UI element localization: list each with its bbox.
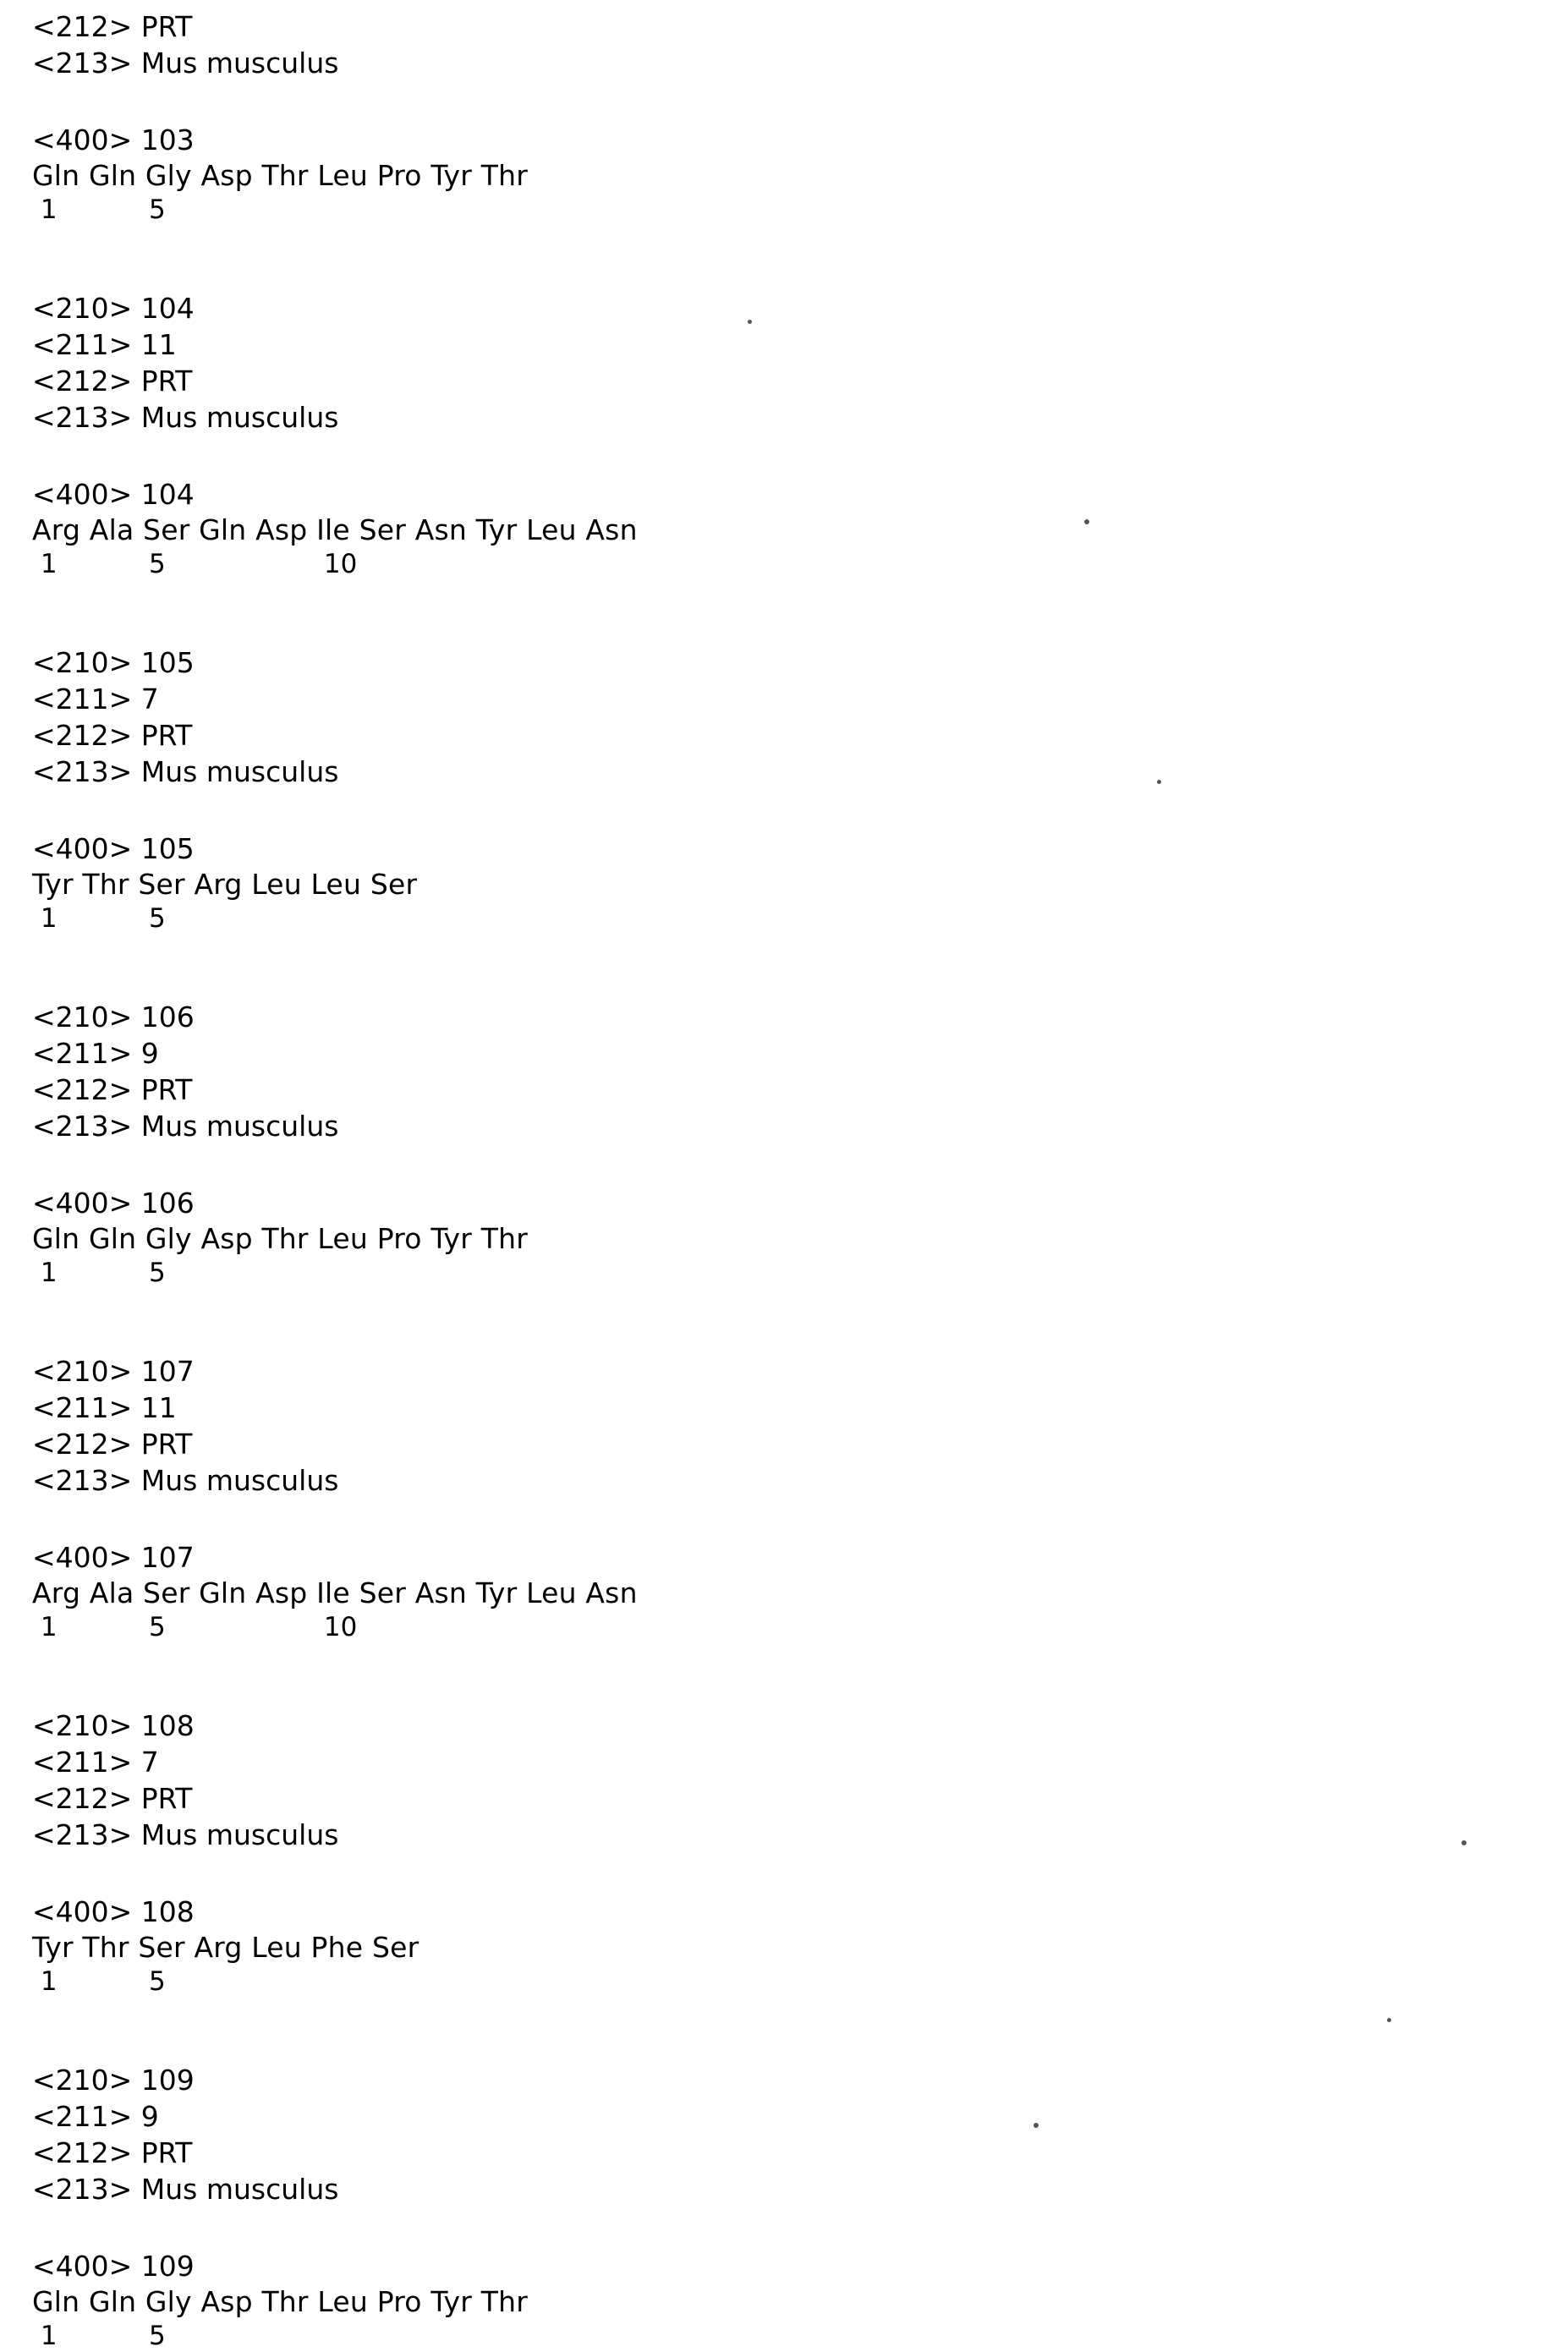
field-210: <210> 104 xyxy=(32,292,195,325)
field-213: <213> Mus musculus xyxy=(32,1110,339,1143)
spacer xyxy=(32,790,1568,831)
spacer xyxy=(32,1853,1568,1894)
spacer xyxy=(32,1643,1568,1708)
sequence-entry-108 xyxy=(32,1708,1568,1998)
sequence-entry-103-partial xyxy=(32,8,1568,226)
scan-speck xyxy=(1461,1840,1467,1845)
residue-sequence: Gln Gln Gly Asp Thr Leu Pro Tyr Thr xyxy=(32,2285,528,2318)
field-213: <213> Mus musculus xyxy=(32,1818,339,1851)
spacer xyxy=(32,436,1568,476)
field-210: <210> 109 xyxy=(32,2064,195,2097)
field-210: <210> 107 xyxy=(32,1355,195,1388)
sequence-entry-109 xyxy=(32,2062,1568,2352)
scan-speck xyxy=(748,320,752,324)
scan-speck xyxy=(1033,2123,1039,2128)
residue-numbering: 1 5 xyxy=(32,1258,166,1288)
field-212: <212> PRT xyxy=(32,1782,193,1815)
spacer xyxy=(32,1144,1568,1185)
residue-sequence: Arg Ala Ser Gln Asp Ile Ser Asn Tyr Leu Asn xyxy=(32,513,638,546)
field-212: <212> PRT xyxy=(32,365,193,397)
spacer xyxy=(32,81,1568,122)
sequence-entry-107 xyxy=(32,1353,1568,1643)
field-400: <400> 107 xyxy=(32,1541,195,1574)
field-210: <210> 108 xyxy=(32,1709,195,1742)
spacer xyxy=(32,1499,1568,1539)
residue-sequence: Gln Gln Gly Asp Thr Leu Pro Tyr Thr xyxy=(32,159,528,192)
field-212: <212> PRT xyxy=(32,2136,193,2169)
field-210: <210> 106 xyxy=(32,1001,195,1033)
field-211: <211> 7 xyxy=(32,683,159,715)
field-211: <211> 11 xyxy=(32,1391,177,1424)
field-213: <213> Mus musculus xyxy=(32,401,339,434)
residue-numbering: 1 5 xyxy=(32,195,166,225)
field-213: <213> Mus musculus xyxy=(32,2173,339,2206)
field-400: <400> 108 xyxy=(32,1895,195,1928)
residue-numbering: 1 5 xyxy=(32,1966,166,1997)
field-212: <212> PRT xyxy=(32,10,193,43)
field-213: <213> Mus musculus xyxy=(32,755,339,788)
field-211: <211> 9 xyxy=(32,1037,159,1070)
residue-numbering: 1 5 10 xyxy=(32,549,358,579)
scan-speck xyxy=(1157,780,1161,784)
field-213: <213> Mus musculus xyxy=(32,1464,339,1497)
spacer xyxy=(32,1289,1568,1353)
sequence-entry-106 xyxy=(32,999,1568,1289)
field-400: <400> 106 xyxy=(32,1187,195,1220)
spacer xyxy=(32,1998,1568,2062)
residue-sequence: Gln Gln Gly Asp Thr Leu Pro Tyr Thr xyxy=(32,1222,528,1255)
field-213: <213> Mus musculus xyxy=(32,47,339,79)
field-212: <212> PRT xyxy=(32,719,193,752)
field-400: <400> 104 xyxy=(32,478,195,511)
residue-numbering: 1 5 xyxy=(32,2321,166,2351)
residue-numbering: 1 5 10 xyxy=(32,1612,358,1642)
field-212: <212> PRT xyxy=(32,1073,193,1106)
field-400: <400> 105 xyxy=(32,832,195,865)
field-212: <212> PRT xyxy=(32,1428,193,1461)
scan-speck xyxy=(1387,2018,1391,2022)
field-400: <400> 109 xyxy=(32,2250,195,2283)
sequence-entry-105 xyxy=(32,644,1568,935)
spacer xyxy=(32,226,1568,290)
field-211: <211> 7 xyxy=(32,1746,159,1779)
field-400: <400> 103 xyxy=(32,123,195,156)
spacer xyxy=(32,2207,1568,2248)
scan-speck xyxy=(1084,519,1089,524)
residue-sequence: Arg Ala Ser Gln Asp Ile Ser Asn Tyr Leu Asn xyxy=(32,1576,638,1609)
residue-sequence: Tyr Thr Ser Arg Leu Phe Ser xyxy=(32,1931,419,1964)
field-210: <210> 105 xyxy=(32,646,195,679)
residue-sequence: Tyr Thr Ser Arg Leu Leu Ser xyxy=(32,868,418,901)
field-211: <211> 11 xyxy=(32,328,177,361)
spacer xyxy=(32,935,1568,999)
sequence-entry-104 xyxy=(32,290,1568,580)
residue-numbering: 1 5 xyxy=(32,903,166,934)
spacer xyxy=(32,580,1568,644)
field-211: <211> 9 xyxy=(32,2100,159,2133)
